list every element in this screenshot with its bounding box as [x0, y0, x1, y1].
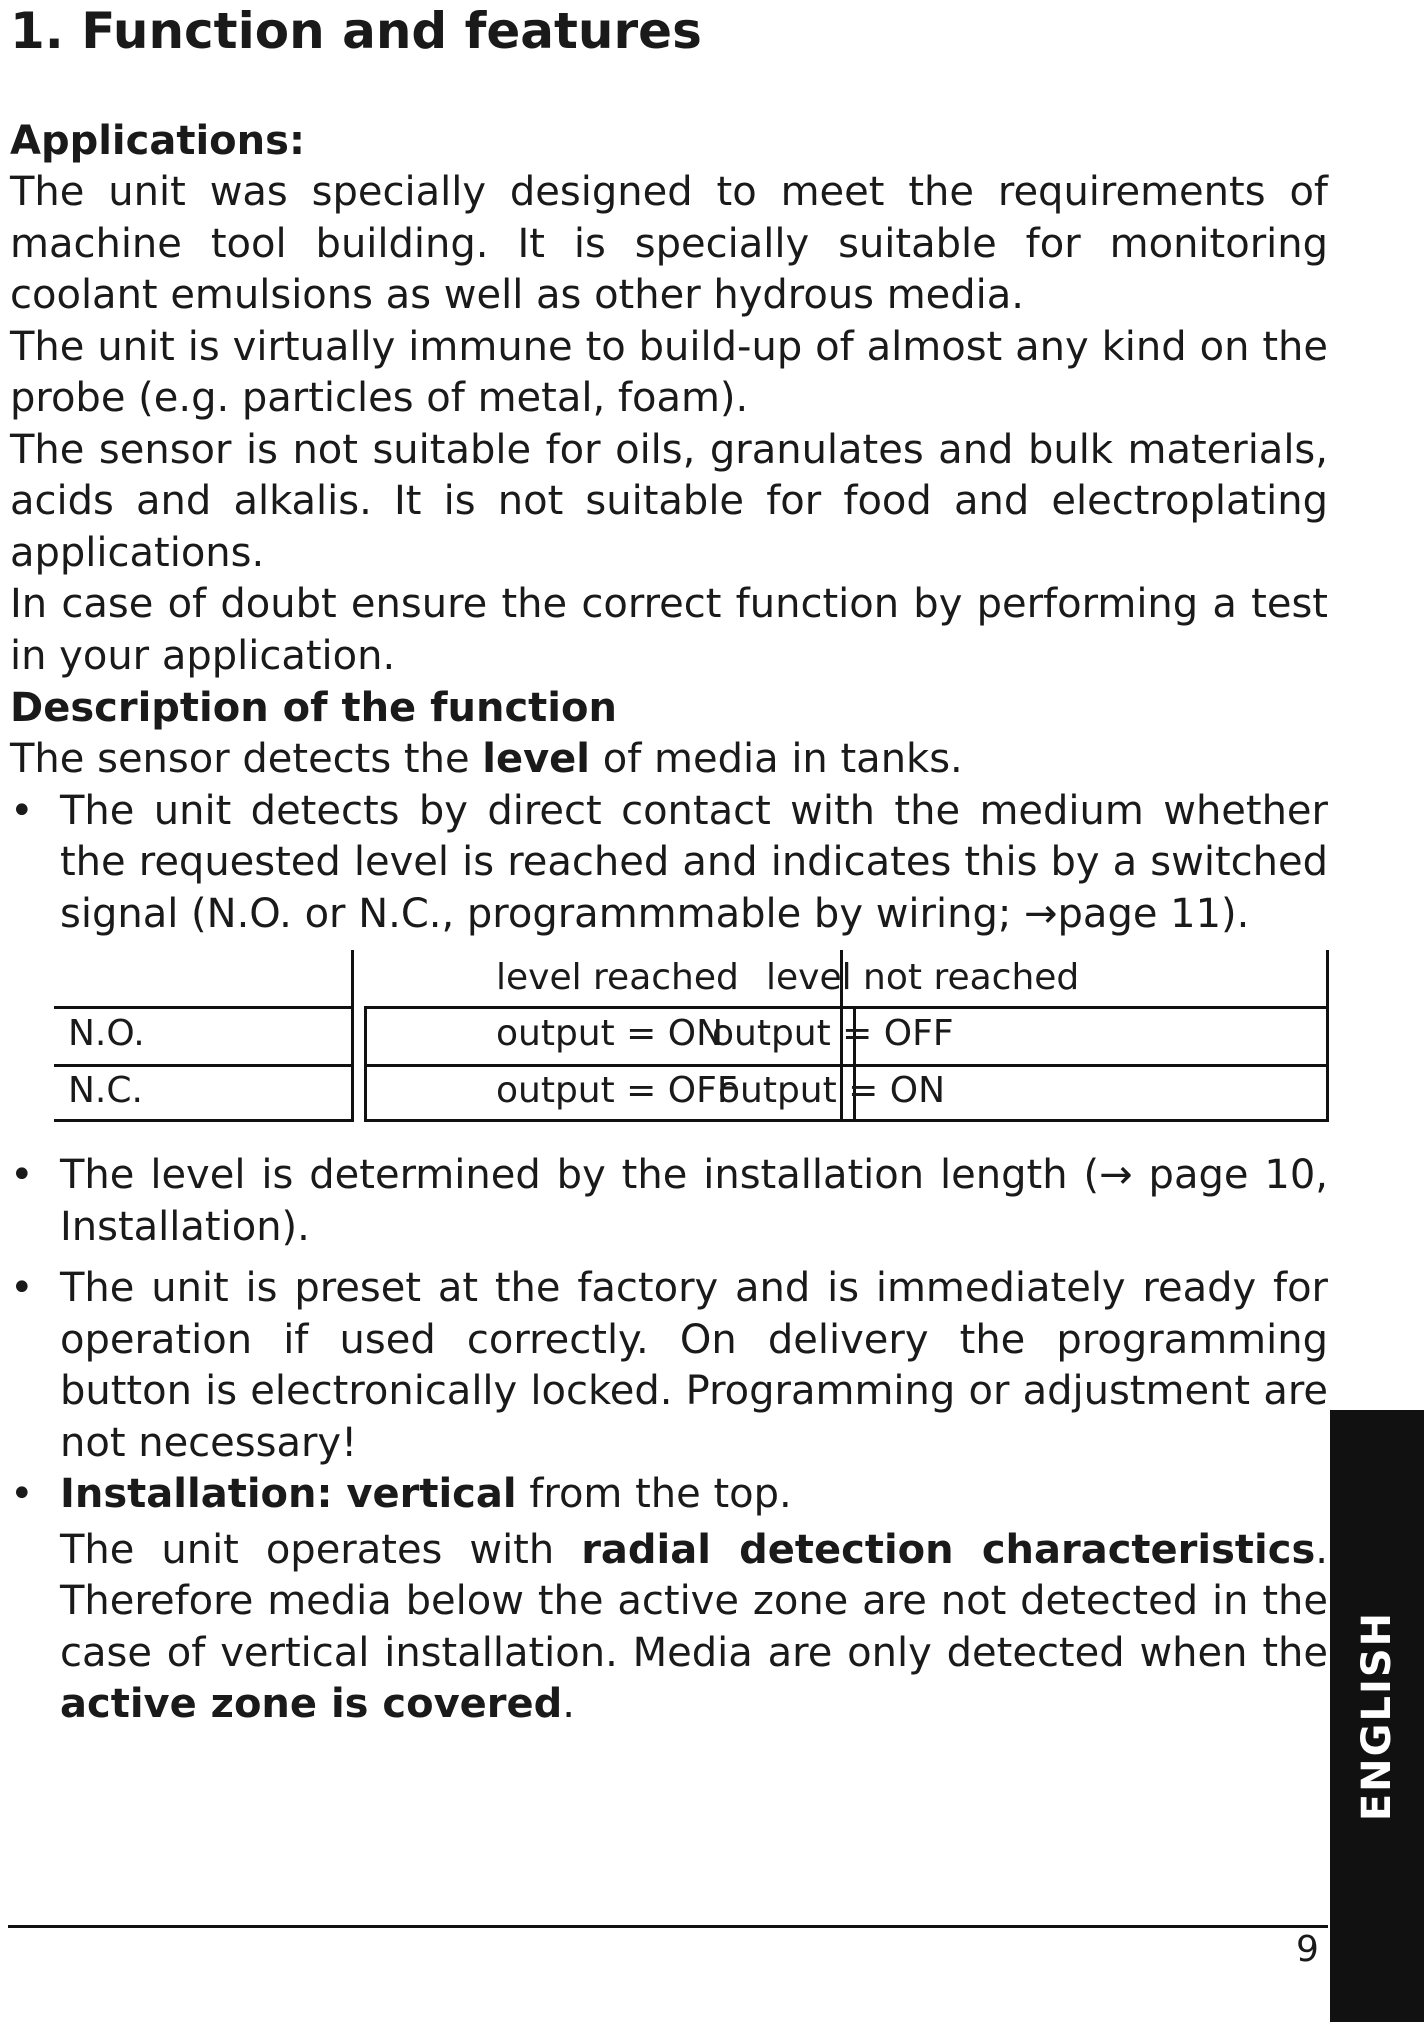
- table-divider: [364, 1119, 1329, 1122]
- table-row-label: N.O.: [68, 1013, 145, 1054]
- bullet-icon: •: [10, 1152, 34, 1198]
- output-truth-table: [10, 950, 1330, 1120]
- page-title: 1. Function and features: [10, 2, 702, 60]
- table-divider: [1326, 950, 1329, 1122]
- level-emphasis: level: [482, 736, 591, 782]
- page-number: 9: [1296, 1929, 1319, 1970]
- table-header-reached: level reached: [496, 957, 739, 998]
- bullet-item: • The unit detects by direct contact with the medium whether the requested level is reached and indicates this by a switched signal (N.O. or N.C., programmmable by wiring; →page 11).: [10, 787, 1328, 937]
- table-divider: [364, 1064, 1329, 1067]
- table-cell: output = OFF: [496, 1070, 738, 1111]
- footer-divider: [8, 1925, 1328, 1928]
- installation-emphasis: Installation: vertical: [60, 1471, 517, 1517]
- bullet-item: • Installation: vertical from the top.: [10, 1469, 1328, 1521]
- applications-paragraph: The sensor is not suitable for oils, granulates and bulk materials, acids and alkalis. It is not suitable for food and electroplating applications.: [10, 426, 1328, 576]
- description-intro: The sensor detects the level of media in tanks.: [10, 736, 963, 782]
- table-cell: output = ON: [718, 1070, 946, 1111]
- table-row-label: N.C.: [68, 1070, 143, 1111]
- description-heading: Description of the function: [10, 685, 617, 731]
- applications-section: [10, 115, 1328, 682]
- applications-paragraph: The unit was specially designed to meet the requirements of machine tool building. It is specially suitable for monitoring coolant emulsions as well as other hydrous media.: [10, 169, 1328, 318]
- table-divider: [351, 950, 354, 1122]
- radial-emphasis: radial detection characteristics: [581, 1526, 1316, 1573]
- bullet-icon: •: [10, 1471, 34, 1517]
- applications-heading: Applications:: [10, 118, 305, 164]
- table-cell: output = OFF: [712, 1013, 954, 1054]
- features-list: [10, 1150, 1328, 1731]
- bullet-icon: •: [10, 787, 34, 834]
- bullet-item: • The unit is preset at the factory and is immediately ready for operation if used correctly. On delivery the programming button is electronically locked. Programming or adjustment are not necessary!: [10, 1265, 1328, 1466]
- table-divider: [364, 1006, 1329, 1009]
- language-tab-label: ENGLISH: [1354, 1610, 1400, 1822]
- language-tab: [1330, 1410, 1424, 2022]
- table-header-not-reached: level not reached: [766, 957, 1080, 998]
- table-divider: [54, 1119, 354, 1122]
- bullet-icon: •: [10, 1265, 34, 1311]
- applications-paragraph: The unit is virtually immune to build-up of almost any kind on the probe (e.g. particles of metal, foam).: [10, 323, 1328, 421]
- installation-detail: The unit operates with radial detection characteristics. Therefore media below the active zone are not detected in the case of vertical installation. Media are only detected when the active zone is covered.: [60, 1526, 1328, 1727]
- bullet-item: • The level is determined by the installation length (→ page 10, Installation).: [10, 1152, 1328, 1250]
- table-cell: output = ON: [496, 1013, 724, 1054]
- table-divider: [54, 1064, 354, 1067]
- table-divider: [54, 1006, 354, 1009]
- description-section: [10, 682, 1328, 940]
- active-zone-emphasis: active zone is covered: [60, 1681, 563, 1727]
- applications-paragraph: In case of doubt ensure the correct function by performing a test in your application.: [10, 581, 1328, 679]
